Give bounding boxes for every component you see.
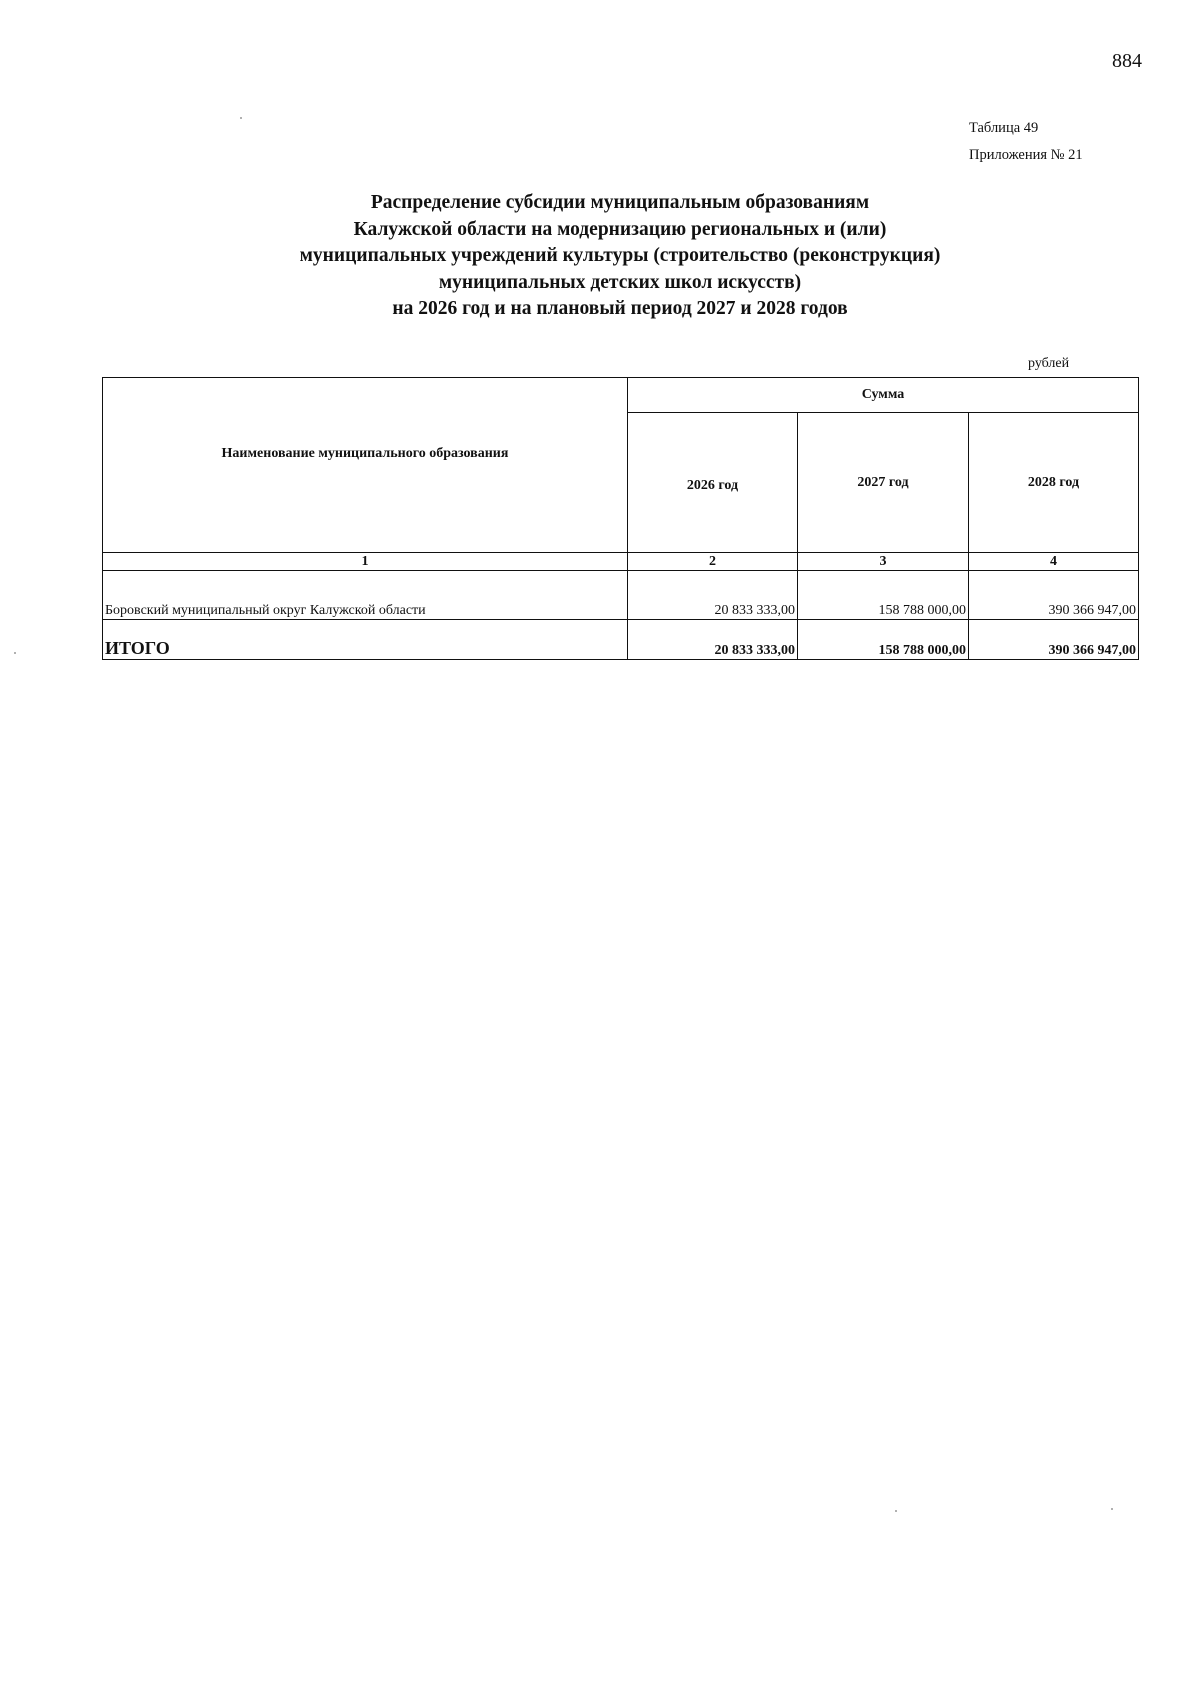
table-reference [969, 115, 1083, 169]
header-row [103, 378, 1139, 413]
table-number: Таблица 49 [969, 120, 1039, 136]
column-number: 4 [969, 553, 1139, 571]
value-2027: 158 788 000,00 [798, 571, 969, 620]
page-number: 884 [1112, 50, 1142, 72]
units-label: рублей [1028, 356, 1070, 371]
total-row [103, 620, 1139, 660]
column-number: 1 [103, 553, 628, 571]
header-sum-cell: Сумма [628, 378, 1139, 413]
total-2028: 390 366 947,00 [969, 620, 1139, 660]
municipality-name: Боровский муниципальный округ Калужской области [103, 571, 628, 620]
column-number: 2 [628, 553, 798, 571]
title-line: муниципальных детских школ искусств) [438, 271, 802, 293]
value-2026: 20 833 333,00 [628, 571, 798, 620]
total-2027: 158 788 000,00 [798, 620, 969, 660]
distribution-table [102, 377, 1139, 660]
total-label: ИТОГО [103, 620, 628, 660]
header-year-2026: 2026 год [628, 413, 798, 553]
header-year-2027: 2027 год [798, 413, 969, 553]
scan-speck [240, 117, 242, 119]
table-row [103, 571, 1139, 620]
column-number: 3 [798, 553, 969, 571]
title-line: Калужской области на модернизацию региональных и (или) [353, 218, 887, 240]
header-name-cell: Наименование муниципального образования [103, 378, 628, 553]
scan-speck [1111, 1508, 1113, 1510]
title-line: муниципальных учреждений культуры (строительство (реконструкция) [299, 245, 941, 266]
appendix-number: Приложения № 21 [969, 147, 1083, 163]
title-line: на 2026 год и на плановый период 2027 и 2028 годов [392, 298, 848, 319]
title-line: Распределение субсидии муниципальным образованиям [370, 192, 870, 213]
document-title [0, 190, 1200, 323]
header-year-2028: 2028 год [969, 413, 1139, 553]
scan-speck [895, 1510, 897, 1512]
scan-speck [14, 652, 16, 654]
column-number-row [103, 553, 1139, 571]
value-2028: 390 366 947,00 [969, 571, 1139, 620]
total-2026: 20 833 333,00 [628, 620, 798, 660]
